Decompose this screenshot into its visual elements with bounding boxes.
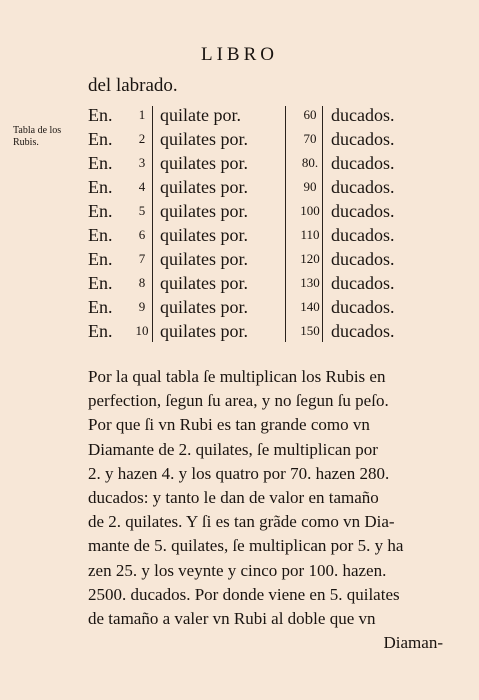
intro-line: del labrado. — [88, 75, 178, 96]
row-quilate-count: 8 — [138, 275, 146, 290]
row-value: 140 — [300, 299, 320, 314]
row-quilates-label: quilates por. — [160, 297, 248, 317]
row-prefix: En. — [88, 105, 113, 125]
row-value: 60 — [303, 107, 317, 122]
row-quilate-count: 10 — [135, 323, 149, 338]
row-quilates-label: quilates por. — [160, 225, 248, 245]
margin-note-line: Tabla de los — [13, 125, 62, 136]
table-row — [88, 224, 418, 248]
row-prefix: En. — [88, 225, 113, 245]
paragraph-line: de 2. quilates. Y ſi es tan grãde como vn Dia- — [88, 512, 395, 532]
row-prefix: En. — [88, 249, 113, 269]
paragraph-line: Por la qual tabla ſe multiplican los Rubis en — [88, 367, 386, 386]
running-head: LIBRO — [201, 44, 278, 65]
paragraph-line: Diamante de 2. quilates, ſe multiplican por — [88, 439, 378, 459]
row-value: 100 — [300, 203, 320, 218]
row-quilate-count: 7 — [138, 251, 146, 266]
row-unit: ducados. — [331, 153, 395, 173]
paragraph-line: ducados: y tanto le dan de valor en tamaño — [88, 488, 379, 508]
row-unit: ducados. — [331, 225, 395, 245]
table-row — [88, 296, 418, 320]
row-unit: ducados. — [331, 249, 395, 269]
row-value: 130 — [300, 275, 320, 290]
row-quilates-label: quilates por. — [160, 273, 248, 293]
paragraph-line: de tamaño a valer vn Rubi al doble que vn — [88, 609, 376, 629]
paragraph-line: Diaman- — [383, 633, 443, 653]
row-quilates-label: quilates por. — [160, 177, 248, 197]
table-row — [88, 320, 418, 344]
row-quilates-label: quilate por. — [160, 105, 241, 125]
row-value: 70 — [303, 131, 317, 146]
row-quilate-count: 5 — [138, 203, 146, 218]
row-prefix: En. — [88, 321, 113, 341]
row-prefix: En. — [88, 201, 113, 221]
row-value: 150 — [300, 323, 320, 338]
paragraph-line: mante de 5. quilates, ſe multiplican por 5. y ha — [88, 536, 404, 556]
row-prefix: En. — [88, 177, 113, 197]
row-value: 120 — [300, 251, 320, 266]
paragraph-line: 2500. ducados. Por donde viene en 5. quilates — [88, 584, 400, 604]
row-quilates-label: quilates por. — [160, 153, 248, 173]
margin-note-line: Rubis. — [13, 137, 39, 148]
paragraph-line: perfection, ſegun ſu area, y no ſegun ſu peſo. — [88, 391, 389, 411]
row-unit: ducados. — [331, 273, 395, 293]
row-quilate-count: 9 — [138, 299, 146, 314]
row-quilate-count: 6 — [138, 227, 146, 242]
row-unit: ducados. — [331, 105, 395, 125]
row-prefix: En. — [88, 273, 113, 293]
row-quilates-label: quilates por. — [160, 321, 248, 341]
row-quilate-count: 4 — [138, 179, 146, 194]
row-prefix: En. — [88, 129, 113, 149]
row-quilates-label: quilates por. — [160, 201, 248, 221]
row-unit: ducados. — [331, 297, 395, 317]
margin-note — [13, 125, 83, 149]
paragraph-line: 2. y hazen 4. y los quatro por 70. hazen 280. — [88, 463, 390, 483]
rubies-price-table — [88, 104, 418, 344]
row-unit: ducados. — [331, 201, 395, 221]
row-unit: ducados. — [331, 129, 395, 149]
table-row — [88, 200, 418, 224]
row-unit: ducados. — [331, 177, 395, 197]
row-value: 110 — [300, 227, 320, 242]
table-row — [88, 272, 418, 296]
row-quilates-label: quilates por. — [160, 249, 248, 269]
row-quilate-count: 2 — [138, 131, 146, 146]
paragraph-line: Por que ſi vn Rubi es tan grande como vn — [88, 415, 370, 435]
table-row — [88, 248, 418, 272]
row-value: 90 — [303, 179, 317, 194]
row-prefix: En. — [88, 153, 113, 173]
table-row — [88, 152, 418, 176]
table-row — [88, 104, 418, 128]
paragraph-line: zen 25. y los veynte y cinco por 100. hazen. — [88, 560, 387, 580]
row-quilate-count: 1 — [138, 107, 146, 122]
body-paragraph — [88, 365, 443, 655]
table-row — [88, 176, 418, 200]
table-row — [88, 128, 418, 152]
row-prefix: En. — [88, 297, 113, 317]
row-value: 80. — [301, 155, 319, 170]
row-unit: ducados. — [331, 321, 395, 341]
row-quilates-label: quilates por. — [160, 129, 248, 149]
row-quilate-count: 3 — [138, 155, 146, 170]
